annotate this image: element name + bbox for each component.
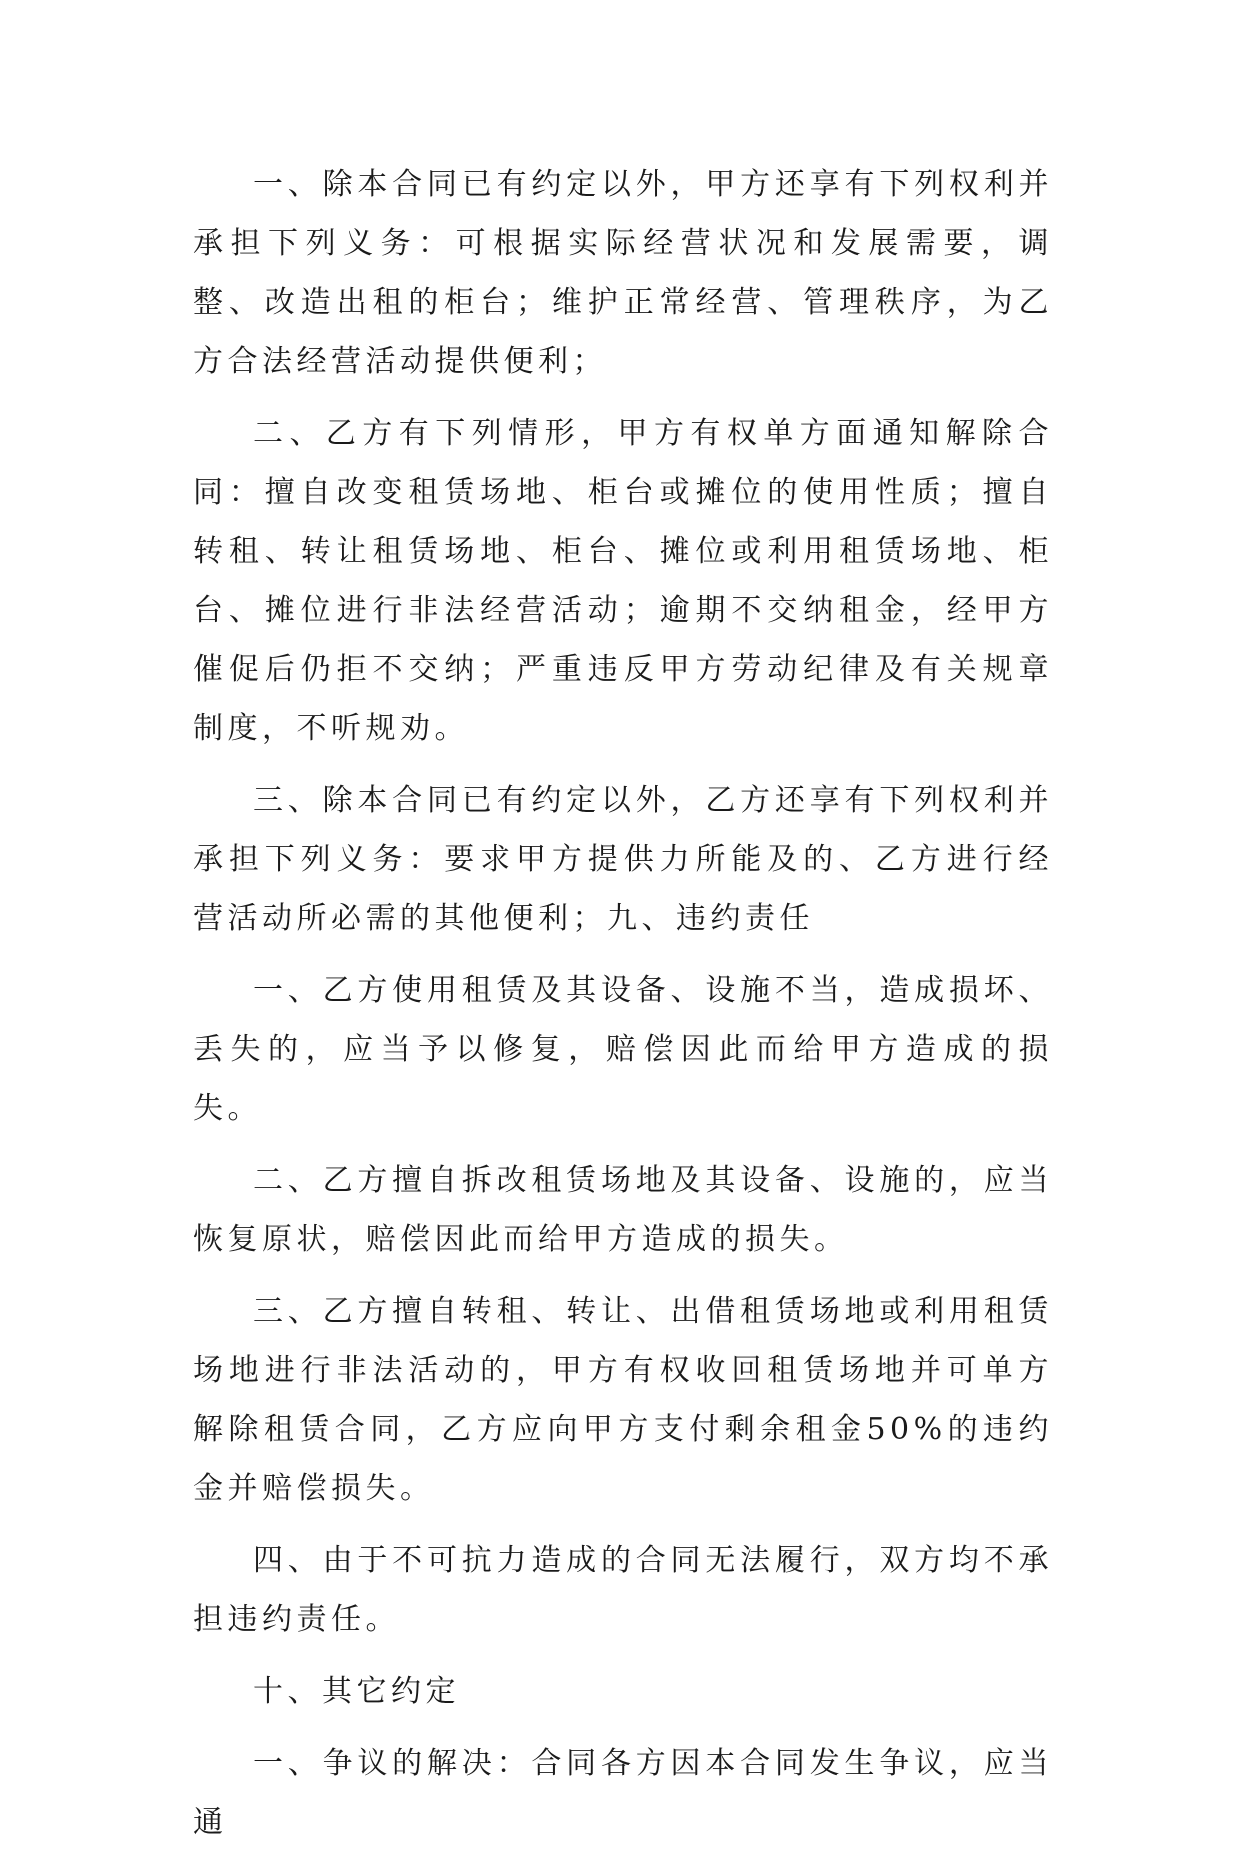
paragraph-alteration-liability: 二、乙方擅自拆改租赁场地及其设备、设施的，应当恢复原状，赔偿因此而给甲方造成的损失。 (193, 1163, 1053, 1257)
paragraph-lessor-rights: 一、除本合同已有约定以外，甲方还享有下列权利并承担下列义务：可根据实际经营状况和发展需要，调整、改造出租的柜台；维护正常经营、管理秩序，为乙方合法经营活动提供便利； (193, 167, 1053, 379)
paragraph-damage-liability: 一、乙方使用租赁及其设备、设施不当，造成损坏、丢失的，应当予以修复，赔偿因此而给甲方造成的损失。 (193, 973, 1053, 1126)
section-heading-other-terms: 十、其它约定 (253, 1674, 460, 1709)
paragraph-termination-conditions: 二、乙方有下列情形，甲方有权单方面通知解除合同：擅自改变租赁场地、柜台或摊位的使用性质；擅自转租、转让租赁场地、柜台、摊位或利用租赁场地、柜台、摊位进行非法经营活动；逾期不交纳租金，经甲方催促后仍拒不交纳；严重违反甲方劳动纪律及有关规章制度，不听规劝。 (193, 416, 1053, 746)
paragraph-force-majeure: 四、由于不可抗力造成的合同无法履行，双方均不承担违约责任。 (193, 1543, 1053, 1637)
paragraph-lessee-rights: 三、除本合同已有约定以外，乙方还享有下列权利并承担下列义务：要求甲方提供力所能及的、乙方进行经营活动所必需的其他便利；九、违约责任 (193, 783, 1053, 936)
paragraph-sublease-liability: 三、乙方擅自转租、转让、出借租赁场地或利用租赁场地进行非法活动的，甲方有权收回租赁场地并可单方解除租赁合同，乙方应向甲方支付剩余租金50%的违约金并赔偿损失。 (193, 1294, 1053, 1506)
document-body (193, 155, 1053, 1865)
paragraph-dispute-resolution: 一、争议的解决：合同各方因本合同发生争议，应当通 (193, 1746, 1053, 1840)
